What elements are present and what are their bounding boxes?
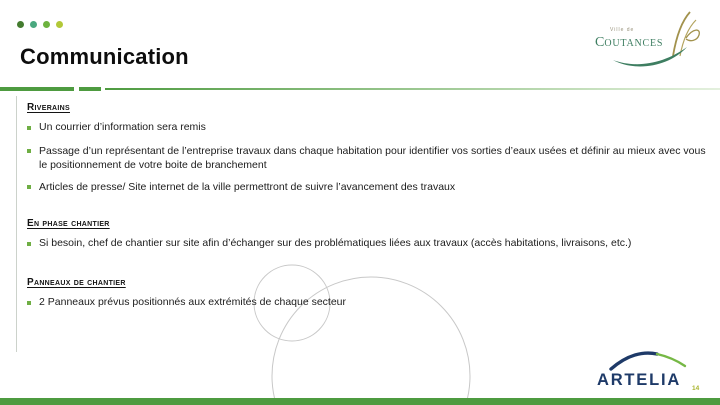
dot-icon (43, 21, 50, 28)
section-panneaux-de-chantier (27, 277, 708, 310)
section-riverains (27, 102, 708, 194)
coutances-logo (585, 8, 715, 74)
slide-content (27, 102, 708, 310)
artelia-swoosh-icon (605, 350, 695, 372)
bullet-square-icon (27, 242, 31, 246)
bullet-text: Si besoin, chef de chantier sur site afin d’échanger sur des problématiques liées aux travaux (accès habitations, livraisons, etc.) (39, 237, 632, 250)
bullet-list (27, 237, 708, 251)
list-item (27, 296, 708, 310)
left-accent-line (16, 96, 17, 352)
section-heading: En phase chantier (27, 218, 110, 230)
bullet-square-icon (27, 301, 31, 305)
title-divider-segment (79, 87, 101, 91)
page-title: Communication (20, 44, 189, 69)
bullet-list (27, 296, 708, 310)
list-item (27, 237, 708, 251)
header-dots (17, 21, 63, 28)
bullet-text: Passage d’un représentant de l’entreprise travaux dans chaque habitation pour identifier vos sorties d’eaux usées et définir au mieux avec vous le positionnement de votre boite de branchement (39, 144, 706, 171)
bullet-text: Un courrier d’information sera remis (39, 121, 206, 133)
list-item (27, 121, 708, 135)
title-divider-line (105, 88, 720, 90)
coutances-name (595, 33, 663, 51)
section-heading: Riverains (27, 102, 70, 113)
coutances-name-rest: OUTANCES (604, 38, 664, 49)
section-en-phase-chantier (27, 218, 708, 251)
bullet-text: 2 Panneaux prévus positionnés aux extrémités de chaque secteur (39, 296, 347, 309)
page-number: 14 (692, 385, 700, 392)
bullet-list (27, 121, 708, 194)
bullet-square-icon (27, 185, 31, 189)
bullet-square-icon (27, 126, 31, 130)
title-divider-segment (0, 87, 74, 91)
coutances-name-initial: C (595, 35, 605, 50)
footer-bar (0, 398, 720, 405)
section-heading: Panneaux de chantier (27, 277, 126, 289)
dot-icon (30, 21, 37, 28)
coutances-subtitle: Ville de (610, 27, 635, 33)
dot-icon (17, 21, 24, 28)
artelia-logo (597, 350, 707, 392)
list-item (27, 181, 708, 195)
bullet-text: Articles de presse/ Site internet de la ville permettront de suivre l’avancement des travaux (39, 180, 456, 193)
list-item (27, 145, 708, 173)
dot-icon (56, 21, 63, 28)
bullet-square-icon (27, 149, 31, 153)
artelia-wordmark: ARTELIA (597, 371, 682, 389)
